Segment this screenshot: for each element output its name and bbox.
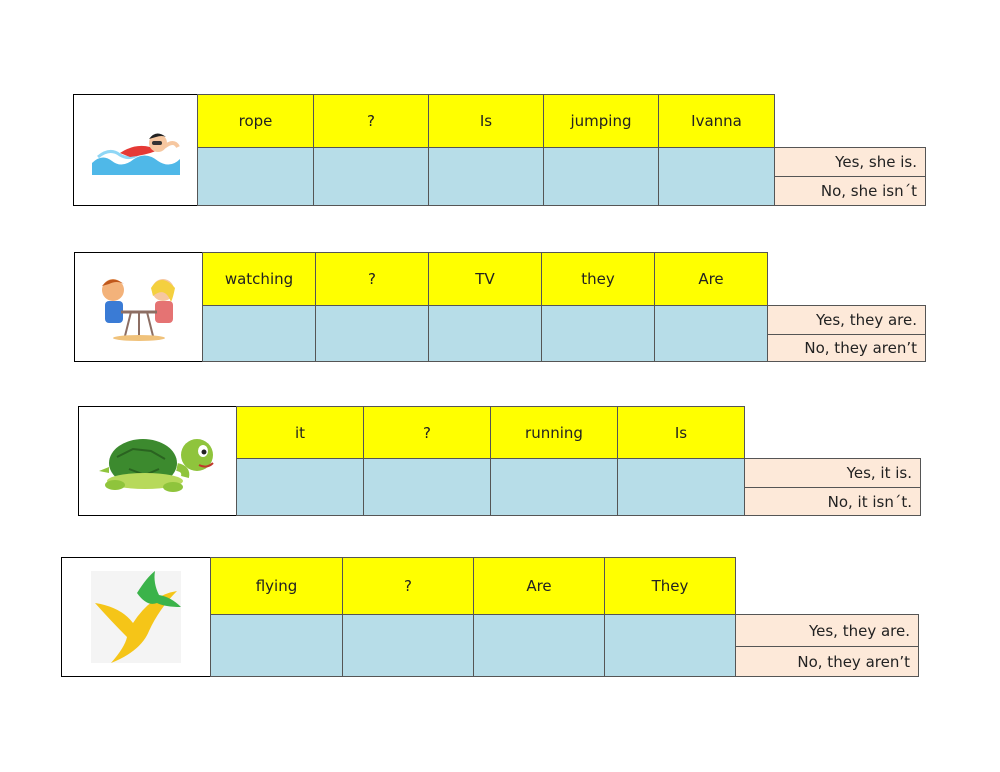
word-card[interactable]: Are: [473, 557, 605, 615]
drop-zone[interactable]: [543, 147, 659, 206]
word-card[interactable]: Is: [428, 94, 544, 148]
kids-at-table-icon: [91, 272, 187, 342]
drop-zone[interactable]: [428, 147, 544, 206]
word-card[interactable]: jumping: [543, 94, 659, 148]
drop-zone[interactable]: [428, 305, 542, 362]
drop-zone[interactable]: [202, 305, 316, 362]
drop-zone[interactable]: [604, 614, 736, 677]
answer-option-yes[interactable]: Yes, she is.: [774, 147, 926, 177]
drop-zone[interactable]: [490, 458, 618, 516]
word-card[interactable]: ?: [313, 94, 429, 148]
answer-option-no[interactable]: No, they aren’t: [735, 646, 919, 677]
picture-box: [74, 252, 203, 362]
drop-zone[interactable]: [236, 458, 364, 516]
word-card[interactable]: they: [541, 252, 655, 306]
birds-icon: [81, 567, 191, 667]
word-card[interactable]: They: [604, 557, 736, 615]
word-card[interactable]: ?: [363, 406, 491, 459]
word-card[interactable]: TV: [428, 252, 542, 306]
drop-zone[interactable]: [473, 614, 605, 677]
drop-zone[interactable]: [342, 614, 474, 677]
drop-zone[interactable]: [363, 458, 491, 516]
answer-option-yes[interactable]: Yes, it is.: [744, 458, 921, 488]
swimming-girl-icon: [90, 125, 182, 175]
drop-zone[interactable]: [541, 305, 655, 362]
word-card[interactable]: ?: [315, 252, 429, 306]
word-card[interactable]: flying: [210, 557, 343, 615]
answer-option-no[interactable]: No, she isn´t: [774, 176, 926, 206]
word-card[interactable]: rope: [197, 94, 314, 148]
word-card[interactable]: running: [490, 406, 618, 459]
word-card[interactable]: watching: [202, 252, 316, 306]
word-card[interactable]: ?: [342, 557, 474, 615]
answer-option-no[interactable]: No, it isn´t.: [744, 487, 921, 516]
picture-box: [61, 557, 211, 677]
turtle-icon: [93, 421, 223, 501]
drop-zone[interactable]: [210, 614, 343, 677]
answer-option-yes[interactable]: Yes, they are.: [767, 305, 926, 335]
picture-box: [78, 406, 237, 516]
drop-zone[interactable]: [617, 458, 745, 516]
drop-zone[interactable]: [315, 305, 429, 362]
word-card[interactable]: Ivanna: [658, 94, 775, 148]
drop-zone[interactable]: [654, 305, 768, 362]
drop-zone[interactable]: [313, 147, 429, 206]
word-card[interactable]: Is: [617, 406, 745, 459]
drop-zone[interactable]: [197, 147, 314, 206]
answer-option-no[interactable]: No, they aren’t: [767, 334, 926, 362]
answer-option-yes[interactable]: Yes, they are.: [735, 614, 919, 647]
drop-zone[interactable]: [658, 147, 775, 206]
picture-box: [73, 94, 198, 206]
word-card[interactable]: Are: [654, 252, 768, 306]
word-card[interactable]: it: [236, 406, 364, 459]
